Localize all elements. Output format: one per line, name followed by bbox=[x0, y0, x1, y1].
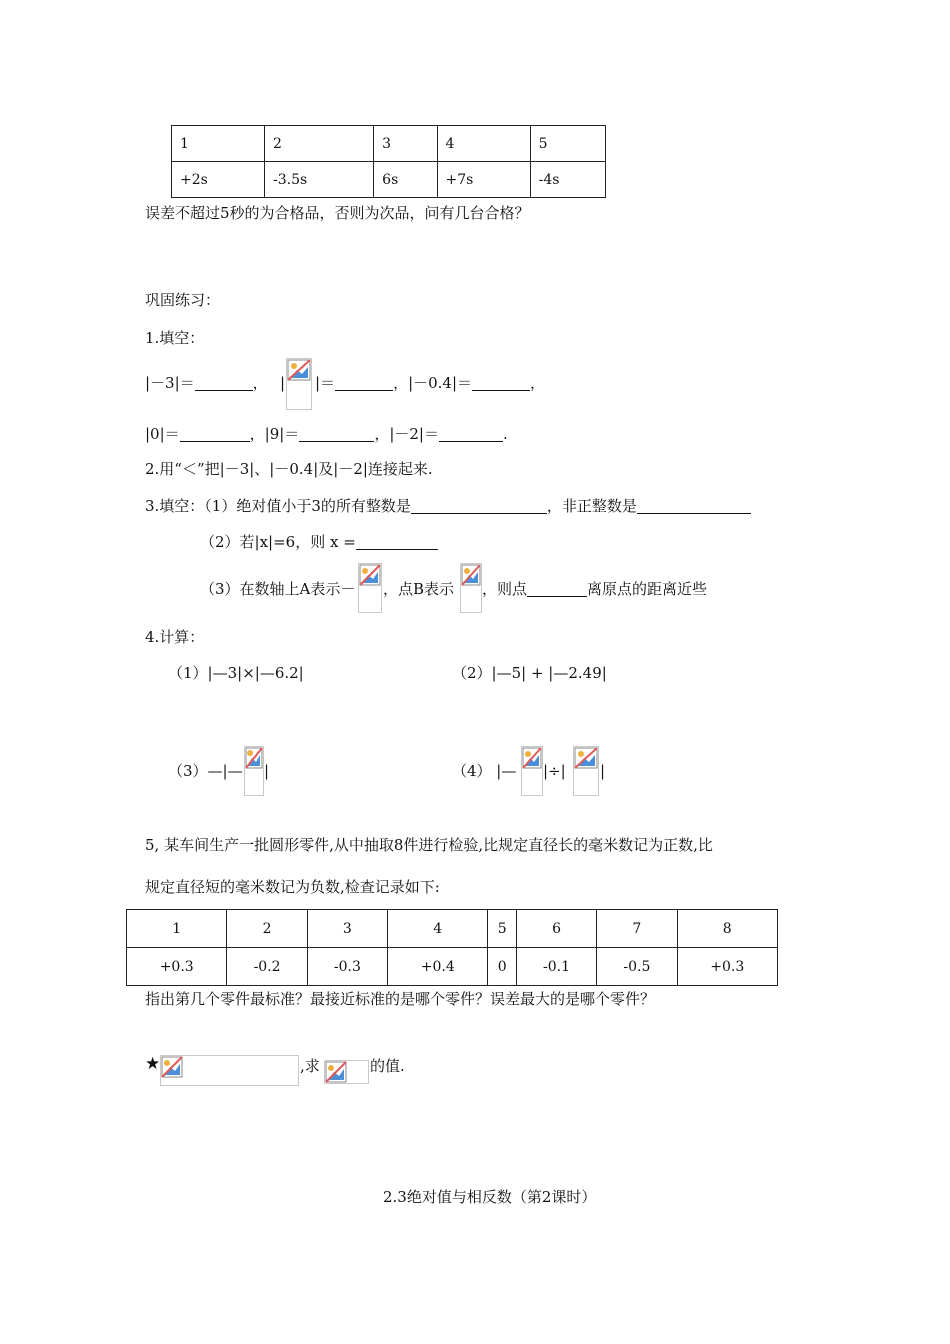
abs-bar: | bbox=[280, 374, 286, 392]
table-cell: -0.2 bbox=[227, 948, 307, 986]
abs-expr: ，|9|＝ bbox=[249, 425, 300, 443]
q3-text: （2）若|x|=6，则 x = bbox=[200, 533, 356, 551]
practice-title: 巩固练习： bbox=[145, 291, 221, 309]
table-cell: -3.5s bbox=[265, 162, 374, 198]
abs-bar: | bbox=[264, 762, 270, 780]
q4-text: （3）—|— bbox=[168, 762, 243, 780]
table-cell: -0.1 bbox=[516, 948, 596, 986]
q3-line1 bbox=[145, 497, 751, 515]
q5-question: 指出第几个零件最标准？最接近标准的是哪个零件？误差最大的是哪个零件？ bbox=[145, 990, 656, 1008]
comma: ， bbox=[252, 374, 268, 392]
table-cell: 1 bbox=[172, 126, 265, 162]
table-cell: +2s bbox=[172, 162, 265, 198]
answer-blank bbox=[472, 374, 530, 391]
q1-row2 bbox=[145, 425, 508, 443]
table-cell: 5 bbox=[488, 910, 516, 948]
fraction-image-icon bbox=[460, 563, 482, 613]
q4-part4-b: |÷| bbox=[543, 762, 566, 780]
table-cell: 2 bbox=[227, 910, 307, 948]
answer-blank bbox=[637, 497, 751, 514]
table-cell: 6s bbox=[374, 162, 437, 198]
table-cell: 3 bbox=[307, 910, 387, 948]
table-cell: +0.3 bbox=[127, 948, 227, 986]
abs-bar: | bbox=[600, 762, 606, 780]
q3-text: ，点B表示 bbox=[383, 580, 455, 598]
table-row bbox=[127, 910, 778, 948]
tolerance-question: 误差不超过5秒的为合格品，否则为次品，问有几台合格？ bbox=[145, 204, 530, 222]
timing-error-table bbox=[171, 125, 606, 198]
table-cell: 2 bbox=[265, 126, 374, 162]
equation-image-icon bbox=[160, 1055, 299, 1086]
table-cell: 3 bbox=[374, 126, 437, 162]
abs-expr: |＝ bbox=[315, 374, 336, 392]
fraction-image-icon bbox=[521, 746, 543, 796]
table-cell: +7s bbox=[437, 162, 530, 198]
q5-line1: 5, 某车间生产一批圆形零件,从中抽取8件进行检验,比规定直径长的毫米数记为正数,比 bbox=[145, 836, 713, 854]
table-cell: -0.3 bbox=[307, 948, 387, 986]
q4-part3 bbox=[168, 762, 243, 780]
answer-blank bbox=[299, 425, 374, 442]
section-title: 2.3绝对值与相反数（第2课时） bbox=[383, 1188, 597, 1206]
q3-text: ，则点 bbox=[482, 580, 528, 598]
q3-line3-c bbox=[482, 580, 707, 598]
q1-abs-image bbox=[280, 374, 285, 392]
parts-inspection-table bbox=[126, 909, 778, 986]
q4-part4 bbox=[452, 762, 516, 780]
answer-blank bbox=[411, 497, 547, 514]
fraction-image-icon bbox=[573, 746, 599, 796]
q3-line2 bbox=[200, 533, 438, 551]
q4-title: 4.计算： bbox=[145, 628, 205, 646]
fraction-image-icon bbox=[244, 746, 264, 796]
q3-line3-b bbox=[383, 580, 454, 598]
expression-image-icon bbox=[324, 1060, 369, 1084]
answer-blank bbox=[527, 580, 587, 597]
table-cell: -0.5 bbox=[597, 948, 677, 986]
table-cell: +0.4 bbox=[388, 948, 488, 986]
table-cell: +0.3 bbox=[677, 948, 777, 986]
q4-part2: （2）|—5| + |—2.49| bbox=[452, 664, 607, 682]
table-cell: 4 bbox=[437, 126, 530, 162]
table-row bbox=[172, 162, 606, 198]
fraction-image-icon bbox=[286, 358, 312, 410]
table-cell: 5 bbox=[530, 126, 605, 162]
q3-text: （3）在数轴上A表示－ bbox=[200, 580, 356, 598]
comma: ， bbox=[530, 374, 546, 392]
abs-expr: ，|－2|＝ bbox=[374, 425, 439, 443]
answer-blank bbox=[180, 425, 250, 442]
q1-row1 bbox=[145, 374, 268, 392]
q4-part1: （1）|—3|×|—6.2| bbox=[168, 664, 304, 682]
answer-blank bbox=[439, 425, 503, 442]
q2-text: 2.用“＜”把|－3|、|－0.4|及|－2|连接起来. bbox=[145, 460, 433, 478]
table-cell: 4 bbox=[388, 910, 488, 948]
q3-text: ，非正整数是 bbox=[546, 497, 637, 515]
star-mid-text: ,求 bbox=[300, 1057, 320, 1075]
fraction-image-icon bbox=[358, 563, 382, 613]
table-cell: 0 bbox=[488, 948, 516, 986]
answer-blank bbox=[195, 374, 253, 391]
star-icon: ★ bbox=[145, 1054, 161, 1074]
answer-blank bbox=[335, 374, 393, 391]
q3-text: 3.填空：（1）绝对值小于3的所有整数是 bbox=[145, 497, 411, 515]
answer-blank bbox=[356, 533, 438, 550]
table-cell: -4s bbox=[530, 162, 605, 198]
period: . bbox=[502, 425, 508, 443]
table-row bbox=[127, 948, 778, 986]
q3-line3 bbox=[200, 580, 355, 598]
q1-row1-b bbox=[315, 374, 545, 392]
abs-expr: |0|＝ bbox=[145, 425, 180, 443]
table-cell: 1 bbox=[127, 910, 227, 948]
table-cell: 7 bbox=[597, 910, 677, 948]
table-row bbox=[172, 126, 606, 162]
abs-expr: ，|－0.4|＝ bbox=[393, 374, 473, 392]
table-cell: 6 bbox=[516, 910, 596, 948]
table-cell: 8 bbox=[677, 910, 777, 948]
q4-text: （4） |— bbox=[452, 762, 517, 780]
star-end-text: 的值. bbox=[370, 1057, 405, 1075]
q3-text: 离原点的距离近些 bbox=[587, 580, 708, 598]
abs-expr: |－3|＝ bbox=[145, 374, 195, 392]
q5-line2: 规定直径短的毫米数记为负数,检查记录如下: bbox=[145, 878, 440, 896]
q1-title: 1.填空： bbox=[145, 329, 205, 347]
